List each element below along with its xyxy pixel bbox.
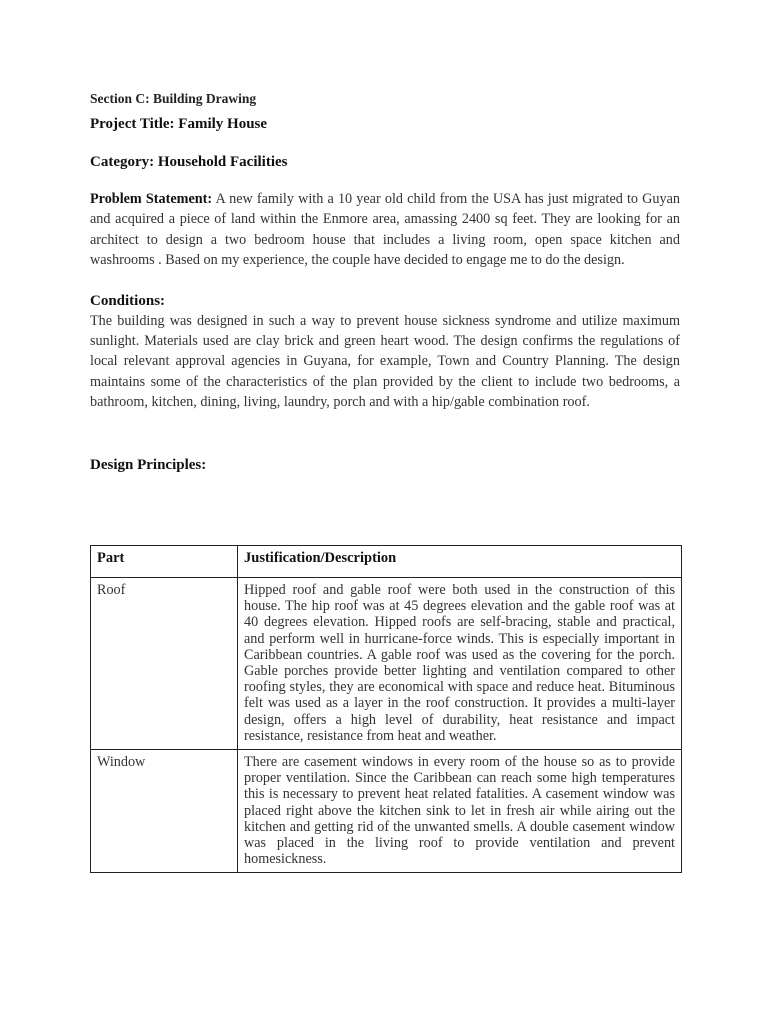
design-principles-table	[90, 545, 682, 873]
conditions-text: The building was designed in such a way to prevent house sickness syndrome and utilize maximum sunlight. Materials used are clay brick and green heart wood. The design confirms the regulations of local relevant approval agencies in Guyana, for example, Town and Country Planning. The design maintains some of the characteristics of the plan provided by the client to include two bedrooms, a bathroom, kitchen, dining, living, laundry, porch and with a hip/gable combination roof.	[90, 312, 680, 411]
table-cell-part: Roof	[91, 578, 238, 750]
table-cell-description: There are casement windows in every room of the house so as to provide proper ventilation. Since the Caribbean can reach some high temperatures this is necessary to prevent heat related fatalities. A casement window was placed right above the kitchen sink to let in fresh air while airing out the kitchen and getting rid of the unwanted smells. A double casement window was placed in the living roof to provide ventilation and prevent homesickness.	[238, 750, 682, 873]
document-page	[90, 90, 680, 475]
section-heading: Section C: Building Drawing	[90, 91, 257, 106]
project-title: Project Title: Family House	[90, 116, 268, 132]
conditions-heading: Conditions:	[90, 292, 166, 309]
problem-statement	[90, 189, 680, 271]
table-row	[91, 750, 682, 873]
table-cell-description: Hipped roof and gable roof were both used in the construction of this house. The hip roof was at 45 degrees elevation and the gable roof was at 40 degrees elevation. Hipped roofs are self-bracing, stable and practical, and perform well in hurricane-force winds. This is especially important in Caribbean countries. A gable roof was used as the covering for the porch. Gable porches provide better lighting and ventilation compared to other roofing styles, they are economical with space and reduce heat. Bituminous felt was used as a layer in the roof construction. It provides a multi-layer design, offers a high level of durability, heat resistance and impact resistance, resistance from heat and weather.	[238, 578, 682, 750]
table-header-description: Justification/Description	[238, 546, 682, 578]
problem-statement-label: Problem Statement:	[90, 191, 213, 207]
design-principles-heading: Design Principles:	[90, 456, 207, 473]
category-heading: Category: Household Facilities	[90, 154, 288, 170]
table-header-part: Part	[91, 546, 238, 578]
problem-statement-text: A new family with a 10 year old child from the USA has just migrated to Guyan and acquired a piece of land within the Enmore area, amassing 2400 sq feet. They are looking for an architect to design a two bedroom house that includes a living room, open space kitchen and washrooms . Based on my experience, the couple have decided to engage me to do the design.	[90, 191, 681, 269]
table-header-row	[91, 546, 682, 578]
table-cell-part: Window	[91, 750, 238, 873]
table-row	[91, 578, 682, 750]
